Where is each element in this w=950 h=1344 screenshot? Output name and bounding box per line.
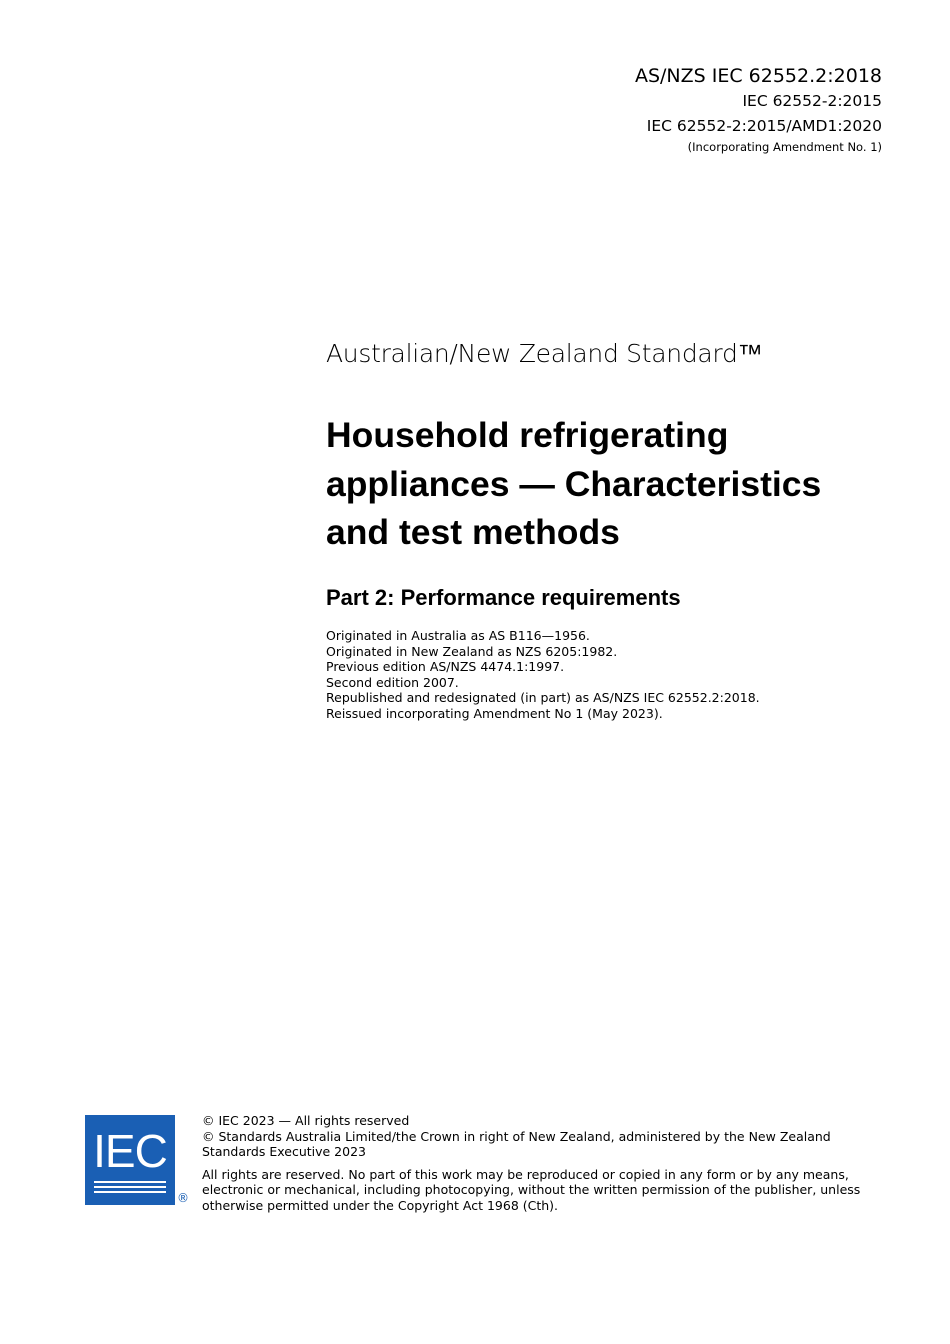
standard-designations [635,63,882,154]
amendment-note: (Incorporating Amendment No. 1) [687,140,882,154]
history-line: Second edition 2007. [326,674,459,690]
title-line: Household refrigerating [326,415,729,455]
publication-history [326,628,760,721]
iec-logo [85,1115,188,1209]
iec-designation: IEC 62552-2:2015 [742,92,882,110]
designation: AS/NZS IEC 62552.2:2018 [634,65,882,87]
copyright-line: © Standards Australia Limited/the Crown in right of New Zealand, administered by the New Zealand Standards Executive 2023 [202,1128,831,1159]
title-line: appliances — Characteristics [326,463,822,504]
document-title [326,411,906,557]
standard-label: Australian/New Zealand Standard™ [326,339,763,368]
history-line: Previous edition AS/NZS 4474.1:1997. [326,659,565,674]
document-subtitle: Part 2: Performance requirements [326,585,681,610]
iec-logo-line [94,1186,166,1188]
iec-logo-text: IEC [93,1125,167,1177]
history-line: Originated in New Zealand as NZS 6205:1982. [326,643,618,659]
iec-logo-line [94,1181,166,1183]
history-line: Reissued incorporating Amendment No 1 (May 2023). [326,705,663,721]
iec-logo-box [85,1115,175,1205]
history-line: Originated in Australia as AS B116—1956. [326,628,590,643]
copyright-block [202,1113,892,1213]
amendment-designation: IEC 62552-2:2015/AMD1:2020 [646,117,882,135]
rights-notice: All rights are reserved. No part of this work may be reproduced or copied in any form or by any means, electronic or mechanical, including photocopying, without the written permission of the publisher, unless otherwise permitted under the Copyright Act 1968 (Cth). [202,1166,861,1213]
iec-logo-line [94,1191,166,1193]
registered-mark: ® [177,1191,189,1205]
copyright-line: © IEC 2023 — All rights reserved [202,1113,410,1128]
title-line: and test methods [326,512,620,552]
history-line: Republished and redesignated (in part) as AS/NZS IEC 62552.2:2018. [326,690,760,705]
